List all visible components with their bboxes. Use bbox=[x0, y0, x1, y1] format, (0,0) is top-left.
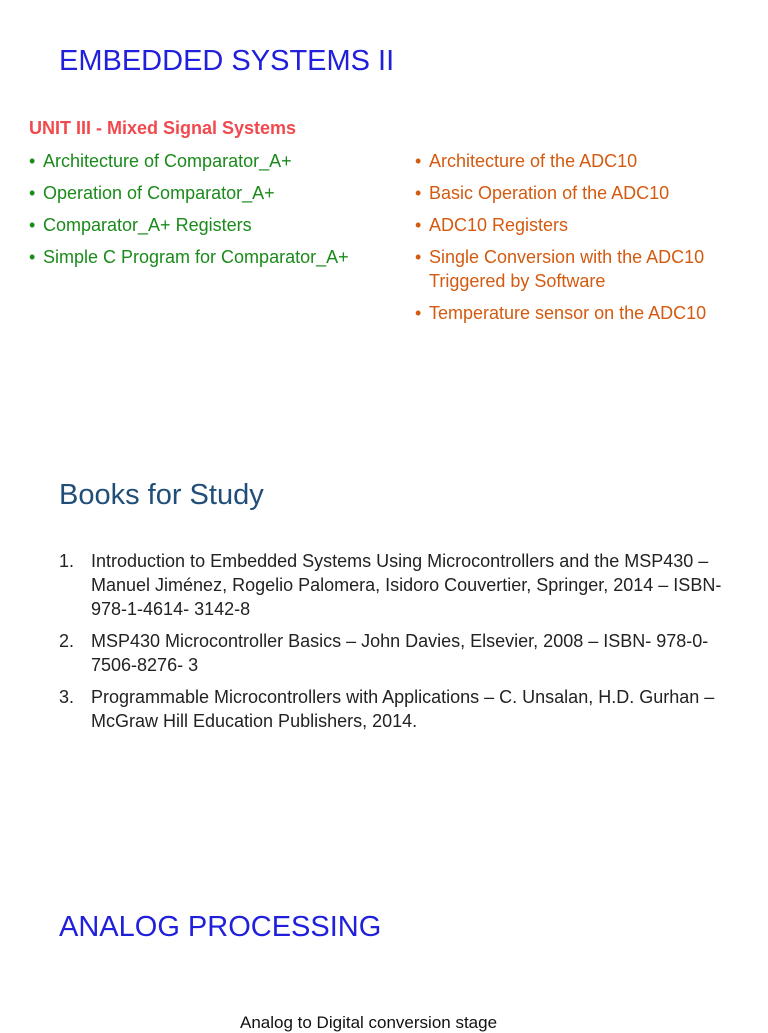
book-item bbox=[59, 685, 749, 733]
slide-title-books-for-study: Books for Study bbox=[59, 479, 264, 511]
book-text: MSP430 Microcontroller Basics – John Davies, Elsevier, 2008 – ISBN- 978-0-7506-8276- 3 bbox=[91, 631, 709, 675]
unit-heading: UNIT III - Mixed Signal Systems bbox=[29, 118, 297, 138]
book-text: Introduction to Embedded Systems Using Microcontrollers and the MSP430 – Manuel Jiménez, Rogelio Palomera, Isidoro Couvertier, Springer, 2014 – ISBN- 978-1-4614- 3142-8 bbox=[91, 551, 722, 619]
list-item: • Architecture of Comparator_A+ bbox=[29, 149, 409, 173]
book-number: 3. bbox=[59, 687, 75, 707]
list-item: • Basic Operation of the ADC10 bbox=[415, 181, 760, 205]
books-list bbox=[59, 549, 749, 741]
list-item: • Comparator_A+ Registers bbox=[29, 213, 409, 237]
list-item: • Temperature sensor on the ADC10 bbox=[415, 301, 760, 325]
book-number: 1. bbox=[59, 551, 75, 571]
list-item: • Single Conversion with the ADC10 Triggered by Software bbox=[415, 245, 760, 293]
slide-title-analog-processing: ANALOG PROCESSING bbox=[59, 911, 382, 943]
list-item: • ADC10 Registers bbox=[415, 213, 760, 237]
adc10-topics-list bbox=[415, 149, 760, 333]
analog-to-digital-caption: Analog to Digital conversion stage bbox=[240, 1013, 498, 1032]
comparator-topics-list bbox=[29, 149, 409, 277]
book-item bbox=[59, 629, 749, 677]
book-number: 2. bbox=[59, 631, 75, 651]
book-item bbox=[59, 549, 749, 621]
slide-title-embedded-systems: EMBEDDED SYSTEMS II bbox=[59, 45, 395, 77]
list-item: • Simple C Program for Comparator_A+ bbox=[29, 245, 409, 269]
book-text: Programmable Microcontrollers with Applications – C. Unsalan, H.D. Gurhan – McGraw Hill Education Publishers, 2014. bbox=[91, 687, 715, 731]
list-item: • Architecture of the ADC10 bbox=[415, 149, 760, 173]
list-item: • Operation of Comparator_A+ bbox=[29, 181, 409, 205]
